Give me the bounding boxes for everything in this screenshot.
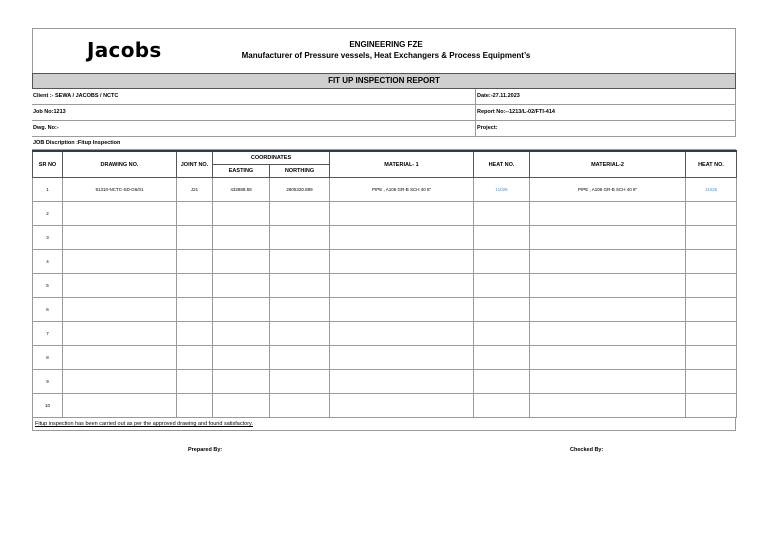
cell-northing: 2805320.899 <box>270 178 330 202</box>
cell-material-2: PIPE , A106 GR-B SCH 40 8" <box>530 178 686 202</box>
cell-heat-no-2 <box>686 322 737 346</box>
cell-northing <box>270 394 330 418</box>
cell-heat-no-1 <box>474 322 530 346</box>
cell-joint-no <box>177 370 213 394</box>
cell-drawing-no: 91310-NCTC-SD-G6/01 <box>63 178 177 202</box>
cell-sr-no: 7 <box>33 322 63 346</box>
cell-northing <box>270 370 330 394</box>
company-name: ENGINEERING FZE <box>349 40 423 49</box>
table-row <box>33 226 737 250</box>
cell-heat-no-1 <box>474 202 530 226</box>
cell-material-1 <box>330 370 474 394</box>
cell-joint-no: J21 <box>177 178 213 202</box>
client-field: Client :- SEWA / JACOBS / NCTC <box>32 89 476 104</box>
cell-heat-no-1: 11026 <box>474 178 530 202</box>
table-row <box>33 250 737 274</box>
cell-joint-no <box>177 274 213 298</box>
cell-heat-no-1 <box>474 298 530 322</box>
cell-sr-no: 1 <box>33 178 63 202</box>
col-material-1: MATERIAL- 1 <box>330 151 474 178</box>
cell-material-2 <box>530 226 686 250</box>
cell-material-2 <box>530 322 686 346</box>
info-row-job <box>32 105 736 121</box>
cell-heat-no-1 <box>474 370 530 394</box>
cell-easting <box>213 298 270 322</box>
cell-material-2 <box>530 394 686 418</box>
cell-heat-no-2 <box>686 346 737 370</box>
job-description-field: JOB Discription :Fitup Inspection <box>33 140 121 146</box>
report-title: FIT UP INSPECTION REPORT <box>32 73 736 89</box>
col-material-2: MATERIAL-2 <box>530 151 686 178</box>
cell-drawing-no <box>63 202 177 226</box>
cell-material-2 <box>530 298 686 322</box>
cell-northing <box>270 202 330 226</box>
cell-material-1 <box>330 202 474 226</box>
cell-sr-no: 10 <box>33 394 63 418</box>
cell-material-1 <box>330 250 474 274</box>
table-header-row <box>33 151 737 165</box>
table-row <box>33 298 737 322</box>
dwg-no-field: Dwg. No:- <box>32 121 476 136</box>
checked-by-label: Checked By: <box>570 447 604 453</box>
cell-heat-no-2 <box>686 298 737 322</box>
cell-heat-no-2 <box>686 274 737 298</box>
cell-material-2 <box>530 250 686 274</box>
cell-easting <box>213 226 270 250</box>
project-field: Project: <box>476 121 736 136</box>
cell-heat-no-1 <box>474 274 530 298</box>
cell-drawing-no <box>63 394 177 418</box>
company-logo: Jacobs <box>87 38 162 62</box>
table-row <box>33 322 737 346</box>
cell-heat-no-1 <box>474 250 530 274</box>
cell-sr-no: 9 <box>33 370 63 394</box>
col-sr-no: SR NO <box>33 151 63 178</box>
table-row <box>33 394 737 418</box>
cell-heat-no-1 <box>474 394 530 418</box>
cell-sr-no: 4 <box>33 250 63 274</box>
table-row <box>33 274 737 298</box>
cell-northing <box>270 226 330 250</box>
cell-easting <box>213 322 270 346</box>
cell-easting <box>213 250 270 274</box>
cell-heat-no-1 <box>474 346 530 370</box>
cell-sr-no: 6 <box>33 298 63 322</box>
cell-easting <box>213 346 270 370</box>
table-row <box>33 202 737 226</box>
cell-easting <box>213 274 270 298</box>
cell-material-2 <box>530 370 686 394</box>
cell-material-1 <box>330 322 474 346</box>
cell-northing <box>270 274 330 298</box>
col-coordinates: COORDINATES <box>213 151 330 165</box>
cell-heat-no-2 <box>686 394 737 418</box>
cell-material-1 <box>330 226 474 250</box>
cell-heat-no-2: 11026 <box>686 178 737 202</box>
table-row <box>33 178 737 202</box>
cell-material-2 <box>530 274 686 298</box>
col-heat-no-1: HEAT NO. <box>474 151 530 178</box>
cell-joint-no <box>177 346 213 370</box>
cell-drawing-no <box>63 250 177 274</box>
cell-easting <box>213 394 270 418</box>
cell-northing <box>270 298 330 322</box>
col-easting: EASTING <box>213 165 270 178</box>
cell-easting <box>213 370 270 394</box>
cell-heat-no-2 <box>686 202 737 226</box>
cell-joint-no <box>177 298 213 322</box>
cell-drawing-no <box>63 322 177 346</box>
footer-note-text: Fitup inspection has been carried out as per the approved drawing and found satisfactory. <box>35 421 253 427</box>
cell-sr-no: 3 <box>33 226 63 250</box>
cell-northing <box>270 322 330 346</box>
cell-material-2 <box>530 346 686 370</box>
cell-drawing-no <box>63 370 177 394</box>
footer-note <box>32 418 736 431</box>
cell-material-1 <box>330 346 474 370</box>
cell-joint-no <box>177 202 213 226</box>
cell-material-2 <box>530 202 686 226</box>
cell-joint-no <box>177 394 213 418</box>
report-sheet <box>32 28 736 431</box>
table-row <box>33 370 737 394</box>
cell-material-1 <box>330 274 474 298</box>
company-tagline: Manufacturer of Pressure vessels, Heat Exchangers & Process Equipment’s <box>241 51 531 60</box>
cell-joint-no <box>177 226 213 250</box>
cell-material-1: PIPE , A106 GR-B SCH 40 8" <box>330 178 474 202</box>
cell-sr-no: 2 <box>33 202 63 226</box>
info-row-client <box>32 89 736 105</box>
info-row-description <box>32 137 736 150</box>
job-no-field: Job No:1213 <box>32 105 476 120</box>
cell-northing <box>270 250 330 274</box>
cell-joint-no <box>177 322 213 346</box>
cell-drawing-no <box>63 298 177 322</box>
cell-heat-no-2 <box>686 370 737 394</box>
cell-joint-no <box>177 250 213 274</box>
cell-heat-no-1 <box>474 226 530 250</box>
col-joint-no: JOINT NO. <box>177 151 213 178</box>
cell-drawing-no <box>63 346 177 370</box>
cell-material-1 <box>330 298 474 322</box>
cell-easting <box>213 202 270 226</box>
company-block <box>231 39 541 61</box>
fitup-table <box>32 150 737 418</box>
cell-easting: 432888.59 <box>213 178 270 202</box>
table-row <box>33 346 737 370</box>
cell-drawing-no <box>63 274 177 298</box>
col-northing: NORTHING <box>270 165 330 178</box>
cell-heat-no-2 <box>686 250 737 274</box>
col-heat-no-2: HEAT NO. <box>686 151 737 178</box>
date-field: Date:-27.11.2023 <box>476 89 736 104</box>
info-row-dwg <box>32 121 736 137</box>
cell-material-1 <box>330 394 474 418</box>
cell-northing <box>270 346 330 370</box>
col-drawing-no: DRAWING NO. <box>63 151 177 178</box>
cell-drawing-no <box>63 226 177 250</box>
prepared-by-label: Prepared By: <box>188 447 223 453</box>
cell-heat-no-2 <box>686 226 737 250</box>
cell-sr-no: 8 <box>33 346 63 370</box>
report-no-field: Report No:--1213/L-02/FTI-414 <box>476 105 736 120</box>
cell-sr-no: 5 <box>33 274 63 298</box>
report-header <box>32 28 736 73</box>
